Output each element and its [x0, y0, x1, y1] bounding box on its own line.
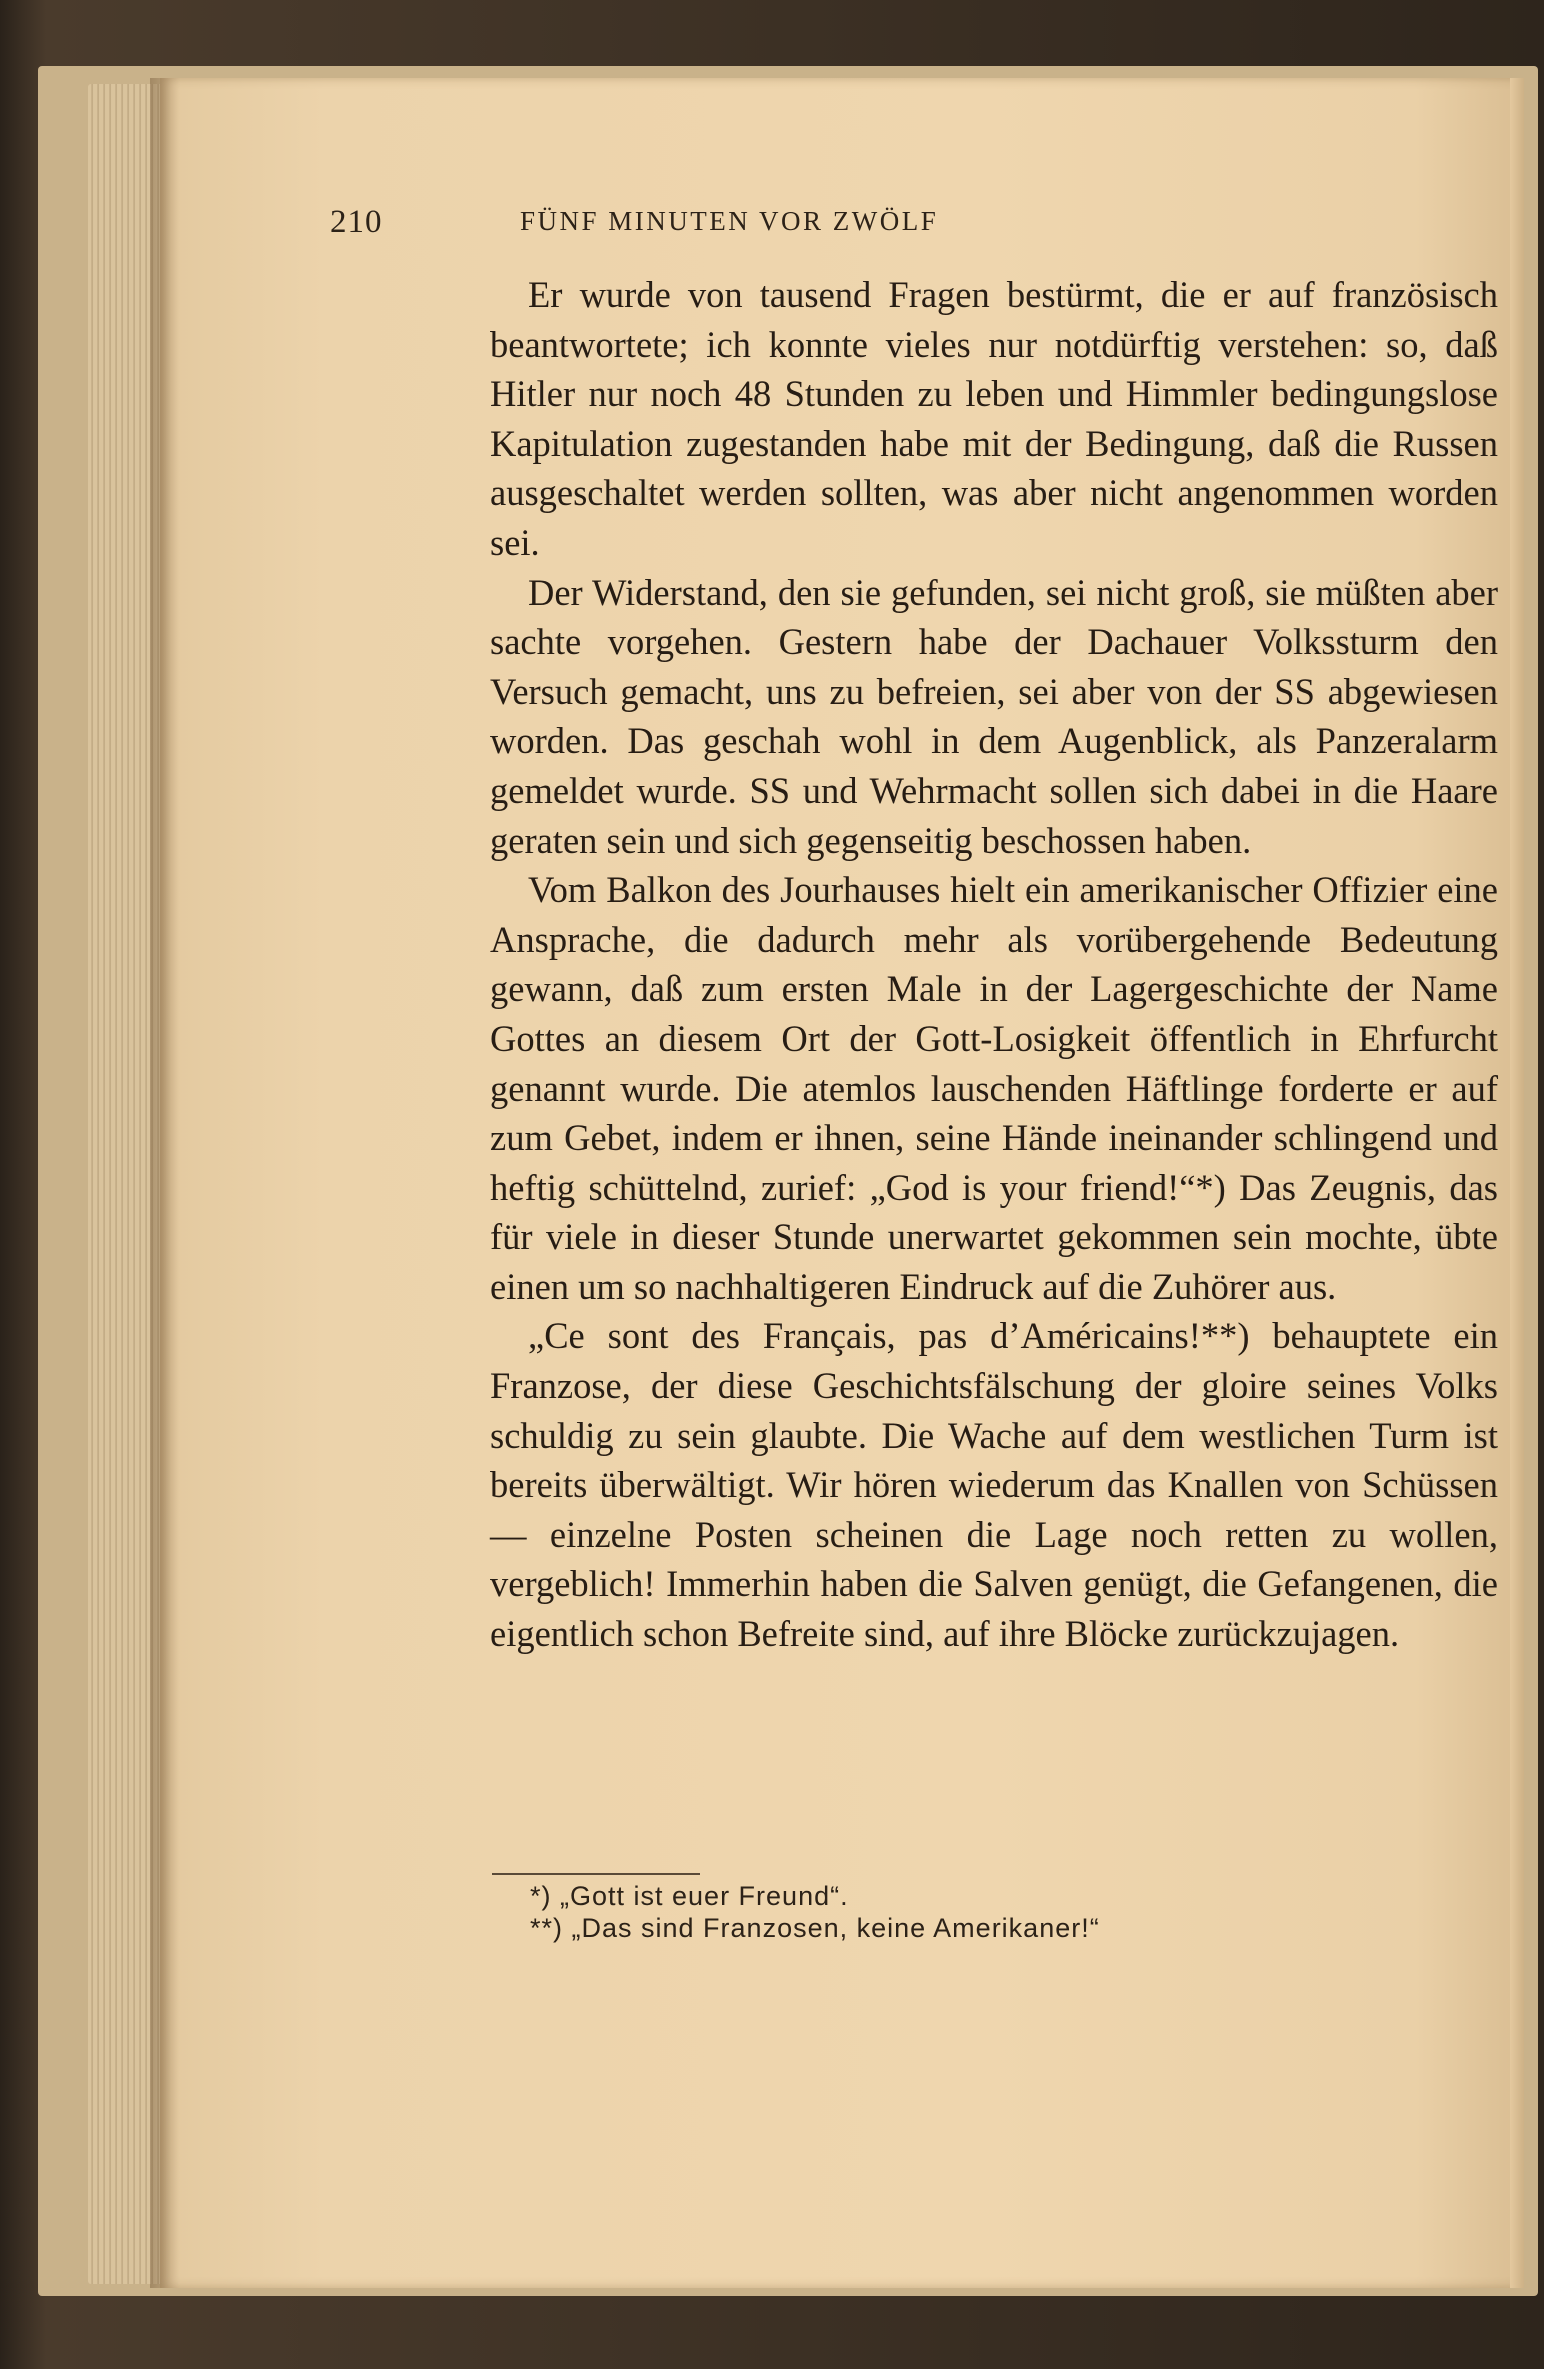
footnote: *) „Gott ist euer Freund“.: [530, 1881, 849, 1911]
footnote: **) „Das sind Franzosen, keine Amerikaner!“: [530, 1913, 1100, 1943]
paragraph: „Ce sont des Français, pas d’Américains!**) behauptete ein Franzose, der diese Geschichtsfälschung der gloire seines Volks schuldig zu sein glaubte. Die Wache auf dem westlichen Turm ist bereits überwältigt. Wir hören wiederum das Knallen von Schüssen — einzelne Posten scheinen die Lage noch retten zu wollen, vergeblich! Immerhin haben die Salven genügt, die Gefangenen, die eigentlich schon Befreite sind, auf ihre Blöcke zurückzujagen.: [490, 1315, 1498, 1655]
binding-shadow: [150, 78, 180, 2288]
running-head: FÜNF MINUTEN VOR ZWÖLF: [520, 206, 939, 236]
paragraph: Der Widerstand, den sie gefunden, sei nicht groß, sie müßten aber sachte vorgehen. Gestern habe der Dachauer Volkssturm den Versuch gemacht, uns zu befreien, sei aber von der SS abgewiesen worden. Das geschah wohl in dem Augenblick, als Panzeralarm gemeldet wurde. SS und Wehrmacht sollen sich dabei in die Haare geraten sein und sich gegenseitig beschossen haben.: [490, 571, 1498, 861]
page-right-edge: [1510, 78, 1524, 2288]
page-number: 210: [330, 204, 383, 240]
footnote-rule: [492, 1873, 700, 1875]
footnotes: [530, 1880, 1330, 1944]
paragraph: Vom Balkon des Jourhauses hielt ein amerikanischer Offizier eine Ansprache, die dadurch mehr als vorübergehende Bedeutung gewann, daß zum ersten Male in der Lagergeschichte der Name Gottes an diesem Ort der Gott-Losigkeit öffentlich in Ehrfurcht genannt wurde. Die atemlos lauschenden Häftlinge forderte er auf zum Gebet, indem er ihnen, seine Hände ineinander schlingend und heftig schüttelnd, zurief: „God is your friend!“*) Das Zeugnis, das für viele in dieser Stunde unerwartet gekommen sein mochte, übte einen um so nachhaltigeren Eindruck auf die Zuhörer aus.: [490, 869, 1498, 1307]
page-header: [330, 204, 1210, 244]
body-text: [490, 270, 1498, 1659]
paragraph: Er wurde von tausend Fragen bestürmt, die er auf französisch beantwortete; ich konnte vieles nur notdürftig verstehen: so, daß Hitler nur noch 48 Stunden zu leben und Himmler bedingungslose Kapitulation zugestanden habe mit der Bedingung, daß die Russen ausgeschaltet werden sollten, was aber nicht angenommen worden sei.: [490, 274, 1498, 563]
